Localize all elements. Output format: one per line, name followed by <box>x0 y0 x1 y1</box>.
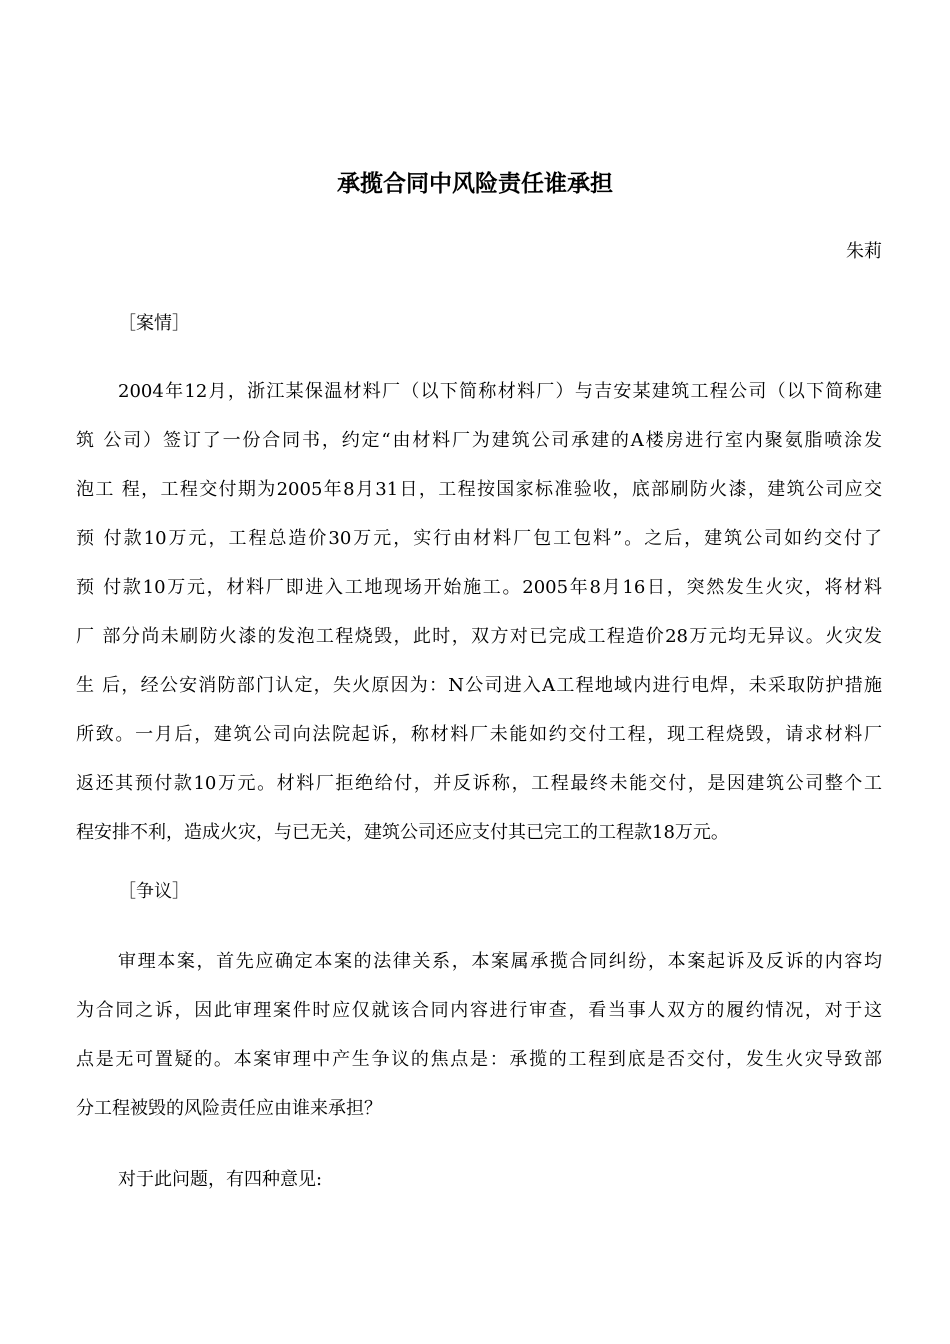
paragraph-line: 厂 部分尚未刷防火漆的发泡工程烧毁，此时，双方对已完成工程造价28万元均无异议。火灾发 <box>76 626 882 647</box>
paragraph-line: 预 付款10万元，工程总造价30万元，实行由材料厂包工包料”。之后，建筑公司如约交付了 <box>76 528 882 549</box>
author-name: 朱莉 <box>846 241 882 262</box>
paragraph-line: 程安排不利，造成火灾，与已无关，建筑公司还应支付其已完工的工程款18万元。 <box>76 822 729 843</box>
dispute-paragraph <box>76 946 882 1125</box>
paragraph-line: 审理本案，首先应确定本案的法律关系，本案属承揽合同纠纷，本案起诉及反诉的内容均 <box>118 951 882 972</box>
paragraph-line: 筑 公司）签订了一份合同书，约定“由材料厂为建筑公司承建的A楼房进行室内聚氨脂喷涂发 <box>76 430 882 451</box>
paragraph-line: 2004年12月，浙江某保温材料厂（以下简称材料厂）与吉安某建筑工程公司（以下简称建 <box>118 381 882 402</box>
section-heading-dispute: ［争议］ <box>118 881 190 902</box>
case-paragraph <box>76 376 882 849</box>
paragraph-line: 泡工 程，工程交付期为2005年8月31日，工程按国家标准验收，底部刷防火漆，建筑公司应交 <box>76 479 882 500</box>
paragraph-line: 所致。一月后，建筑公司向法院起诉，称材料厂未能如约交付工程，现工程烧毁，请求材料厂 <box>76 724 882 745</box>
paragraph-line: 返还其预付款10万元。材料厂拒绝给付，并反诉称，工程最终未能交付，是因建筑公司整个工 <box>76 773 882 794</box>
section-heading-case: ［案情］ <box>118 313 190 334</box>
document-title: 承揽合同中风险责任谁承担 <box>337 171 613 197</box>
paragraph-line: 为合同之诉，因此审理案件时应仅就该合同内容进行审查，看当事人双方的履约情况，对于这 <box>76 1000 882 1021</box>
opinions-intro: 对于此问题，有四种意见: <box>118 1169 323 1190</box>
paragraph-line: 生 后，经公安消防部门认定，失火原因为：N公司进入A工程地域内进行电焊，未采取防护措施 <box>76 675 882 696</box>
paragraph-line: 点是无可置疑的。本案审理中产生争议的焦点是：承揽的工程到底是否交付，发生火灾导致部 <box>76 1049 882 1070</box>
paragraph-line: 预 付款10万元，材料厂即进入工地现场开始施工。2005年8月16日，突然发生火灾，将材料 <box>76 577 882 598</box>
paragraph-line: 分工程被毁的风险责任应由谁来承担？ <box>76 1098 382 1119</box>
